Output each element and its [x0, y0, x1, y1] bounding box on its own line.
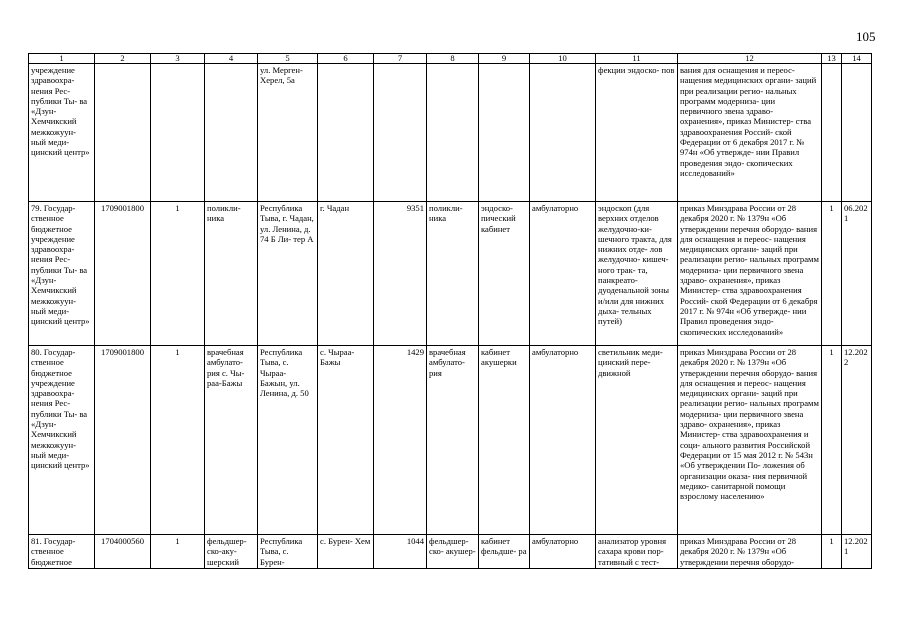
care-form-cell: [530, 64, 596, 202]
cabinet-cell: кабинет акушерки: [479, 346, 530, 535]
regulation-cell: вания для оснащения и переос- нащения медицинских органи- заций при реализации регио- нальных программ модерниза- ции первичного звена здраво- охранения», приказ Министер- ства здравоохранения Россий- ской Федерации от 6 декабря 2017 г. № 974н «Об утвержде- нии Правил проведения эндо- скопических исследований»: [678, 64, 822, 202]
column-header: 12: [678, 54, 822, 64]
table-row: [29, 346, 872, 535]
cabinet-cell: кабинет фельдше- ра: [479, 535, 530, 569]
column-header: 3: [151, 54, 205, 64]
cabinet-cell: эндоско- пический кабинет: [479, 202, 530, 346]
date-cell: 12.2021: [842, 535, 872, 569]
care-form-cell: амбулаторно: [530, 202, 596, 346]
address-cell: Республика Тыва, с. Чыраа- Бажын, ул. Ленина, д. 50: [258, 346, 318, 535]
date-cell: [842, 64, 872, 202]
code-cell: 1709001800: [95, 346, 151, 535]
population-cell: [374, 64, 427, 202]
column-header: 1: [29, 54, 95, 64]
column-header: 13: [822, 54, 842, 64]
quantity-cell: 1: [151, 202, 205, 346]
column-header: 4: [205, 54, 258, 64]
quantity-cell: 1: [151, 535, 205, 569]
care-form-cell: амбулаторно: [530, 535, 596, 569]
subdivision-cell: [427, 64, 479, 202]
code-cell: [95, 64, 151, 202]
institution-cell: учреждение здравоохра- нения Рес- публики Ты- ва «Дзун- Хемчикский межкожуун- ный меди- цинский центр»: [29, 64, 95, 202]
count-cell: 1: [822, 535, 842, 569]
equipment-cell: светильник меди- цинский пере- движной: [596, 346, 678, 535]
address-cell: Республика Тыва, г. Чадан, ул. Ленина, д. 74 Б Ли- тер А: [258, 202, 318, 346]
table-row: [29, 64, 872, 202]
care-form-cell: амбулаторно: [530, 346, 596, 535]
date-cell: 12.2022: [842, 346, 872, 535]
quantity-cell: 1: [151, 346, 205, 535]
population-cell: 1429: [374, 346, 427, 535]
settlement-cell: с. Чыраа- Бажы: [318, 346, 374, 535]
column-number-row: [29, 54, 872, 64]
regulation-cell: приказ Минздрава России от 28 декабря 2020 г. № 1379н «Об утверждении перечня оборудо- вания для оснащения и переос- нащения медицинских органи- заций при реализации регио- нальных программ модерниза- ции первичного звена здраво- охранения», приказ Министер- ства здравоохранения и соци- ального развития Российской Федерации от 15 мая 2012 г. № 543н «Об утверждении По- ложения об организации оказа- ния первичной медико- санитарной помощи взрослому населению»: [678, 346, 822, 535]
column-header: 5: [258, 54, 318, 64]
page-number: 105: [856, 29, 876, 44]
code-cell: 1704000560: [95, 535, 151, 569]
column-header: 6: [318, 54, 374, 64]
count-cell: [822, 64, 842, 202]
settlement-cell: с. Бурен- Хем: [318, 535, 374, 569]
subdivision-cell: фельдшер- ско- акушер-: [427, 535, 479, 569]
unit-type-cell: [205, 64, 258, 202]
unit-type-cell: фельдшер- ско-аку- шерский: [205, 535, 258, 569]
unit-type-cell: поликли- ника: [205, 202, 258, 346]
count-cell: 1: [822, 346, 842, 535]
institution-cell: 79. Государ- ственное бюджетное учреждение здравоохра- нения Рес- публики Ты- ва «Дзун- Хемчикский межкожуун- ный меди- цинский центр»: [29, 202, 95, 346]
column-header: 8: [427, 54, 479, 64]
institution-cell: 81. Государ- ственное бюджетное: [29, 535, 95, 569]
institution-cell: 80. Государ- ственное бюджетное учреждение здравоохра- нения Рес- публики Ты- ва «Дзун- Хемчикский межкожуун- ный меди- цинский центр»: [29, 346, 95, 535]
equipment-cell: анализатор уровня сахара крови пор- тативный с тест-: [596, 535, 678, 569]
equipment-cell: фекции эндоско- пов: [596, 64, 678, 202]
population-cell: 1044: [374, 535, 427, 569]
regulation-cell: приказ Минздрава России от 28 декабря 2020 г. № 1379н «Об утверждении перечня оборудо-: [678, 535, 822, 569]
settlement-cell: г. Чадан: [318, 202, 374, 346]
code-cell: 1709001800: [95, 202, 151, 346]
column-header: 2: [95, 54, 151, 64]
subdivision-cell: врачебная амбулато- рия: [427, 346, 479, 535]
unit-type-cell: врачебная амбулато- рия с. Чы- раа-Бажы: [205, 346, 258, 535]
equipment-table: [28, 53, 872, 569]
column-header: 9: [479, 54, 530, 64]
quantity-cell: [151, 64, 205, 202]
table-row: [29, 535, 872, 569]
column-header: 10: [530, 54, 596, 64]
column-header: 14: [842, 54, 872, 64]
equipment-cell: эндоскоп (для верхних отделов желудочно-ки- шечного тракта, для нижних отде- лов желудочно- кишеч-ного трак- та, панкреато- дуоденальной зоны и/или для нижних дыха- тельных путей): [596, 202, 678, 346]
column-header: 7: [374, 54, 427, 64]
population-cell: 9351: [374, 202, 427, 346]
table-row: [29, 202, 872, 346]
count-cell: 1: [822, 202, 842, 346]
column-header: 11: [596, 54, 678, 64]
address-cell: Республика Тыва, с. Бурен-: [258, 535, 318, 569]
settlement-cell: [318, 64, 374, 202]
address-cell: ул. Мерген- Херел, 5а: [258, 64, 318, 202]
date-cell: 06.2021: [842, 202, 872, 346]
subdivision-cell: поликли- ника: [427, 202, 479, 346]
cabinet-cell: [479, 64, 530, 202]
regulation-cell: приказ Минздрава России от 28 декабря 2020 г. № 1379н «Об утверждении перечня оборудо- вания для оснащения и переос- нащения медицинских органи- заций при реализации регио- нальных программ модерниза- ции первичного звена здраво- охранения», приказ Министер- ства здравоохранения Россий- ской Федерации от 6 декабря 2017 г. № 974н «Об утвержде- нии Правил проведения эндо- скопических исследований»: [678, 202, 822, 346]
